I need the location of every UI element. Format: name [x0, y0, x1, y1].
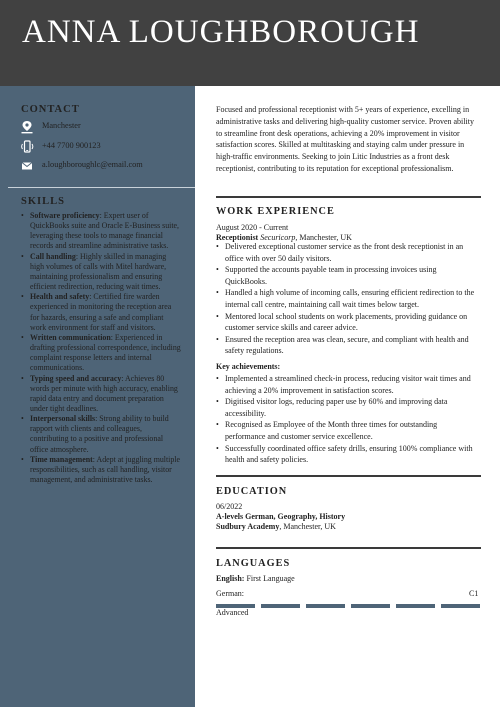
sidebar-divider	[8, 187, 195, 188]
language-german-label: German:	[216, 589, 244, 598]
contact-heading: CONTACT	[21, 104, 80, 115]
job-company: Securicorp	[260, 233, 296, 242]
skill-item	[21, 252, 181, 293]
contact-email[interactable]	[18, 159, 190, 175]
education-school: Sudbury Academy	[216, 522, 280, 531]
email-link[interactable]: a.loughboroughlc@email.com	[42, 160, 143, 169]
skill-item-title: Call handling	[30, 251, 76, 261]
proficiency-segment	[261, 604, 300, 608]
languages-heading: LANGUAGES	[216, 558, 291, 569]
contact-location	[18, 120, 190, 136]
job-dates: August 2020 - Current	[216, 223, 289, 232]
skills-list	[21, 211, 181, 485]
education-school-line	[216, 522, 336, 531]
skill-item	[21, 333, 181, 374]
education-school-place: , Manchester, UK	[279, 522, 336, 531]
achievements-list	[216, 373, 478, 466]
phone-text: +44 7700 900123	[42, 141, 101, 150]
location-pin-icon	[18, 120, 36, 134]
phone-icon	[18, 140, 36, 154]
achievement-item: • Implemented a streamlined check-in process, reducing visitor wait times and achieving a 20% improvement in satisfaction scores.	[216, 373, 478, 396]
achievements-label: Key achievements	[216, 362, 278, 371]
profile-summary: Focused and professional receptionist with 5+ years of experience, excelling in administrative tasks and delivering high-quality customer service. Proven ability to streamline front desk operations, achieving a 20% improvement in visitor satisfaction scores. Skilled at multitasking and staying calm under pressure in high-traffic environments. Seeking to join Litic Industries as a front desk receptionist, contributing to its reputation for exceptional professionalism.	[216, 105, 474, 173]
proficiency-segment	[396, 604, 435, 608]
language-english-label: English:	[216, 574, 245, 583]
language-proficiency-bar	[216, 604, 480, 608]
section-rule	[216, 475, 481, 477]
skill-item-title: Time management	[30, 454, 93, 464]
skill-item-title: Health and safety	[30, 292, 90, 302]
skill-item	[21, 455, 181, 485]
language-german-level-name: Advanced	[216, 608, 249, 617]
education-heading: EDUCATION	[216, 486, 288, 497]
proficiency-segment	[441, 604, 480, 608]
language-english-value: First Language	[244, 574, 295, 583]
skill-item-title: Typing speed and accuracy	[30, 373, 122, 383]
contact-phone	[18, 140, 190, 156]
achievement-item: • Recognised as Employee of the Month three times for outstanding performance and customer service excellence.	[216, 419, 478, 442]
section-rule	[216, 547, 481, 549]
skill-item-text: : Expert user of QuickBooks suite and Oracle E-Business suite, leveraging these tools to manage financial records and streamline administrative tasks.	[30, 211, 180, 251]
duty-item: • Supported the accounts payable team in processing invoices using QuickBooks.	[216, 264, 478, 287]
achievement-item: • Digitised visitor logs, reducing paper use by 60% and improving data accessibility.	[216, 396, 478, 419]
skill-item	[21, 292, 181, 333]
skill-item-text: : Certified fire warden experienced in monitoring the reception area for hazards, ensuring a safe and compliant work environment for staff and visitors.	[30, 292, 172, 332]
job-role: Receptionist	[216, 233, 259, 242]
education-qualification-line	[216, 512, 345, 521]
achievement-item: • Successfully coordinated office safety drills, ensuring 100% compliance with health and safety policies.	[216, 443, 478, 466]
skill-item-text: : Achieves 80 words per minute with high accuracy, enabling rapid data entry and document preparation under tight deadlines.	[30, 373, 178, 413]
header-banner	[0, 0, 500, 86]
duty-item: • Handled a high volume of incoming calls, ensuring efficient redirection to the internal call centre, maintaining call wait times below target.	[216, 287, 478, 310]
section-rule	[216, 196, 481, 198]
proficiency-segment	[351, 604, 390, 608]
duty-item: • Mentored local school students on work placements, providing guidance on customer service skills and career advice.	[216, 311, 478, 334]
skill-item-text: : Highly skilled in managing high volumes of calls with Mitel hardware, maintaining professionalism and ensuring efficient redirection, reducing wait times.	[30, 251, 167, 292]
candidate-name: ANNA LOUGHBOROUGH	[22, 14, 420, 50]
duty-item: • Ensured the reception area was clean, secure, and compliant with health and safety regulations.	[216, 334, 478, 357]
skill-item-title: Software proficiency	[30, 211, 100, 220]
skill-item	[21, 211, 181, 252]
education-qualification: A-levels German, Geography, History	[216, 512, 346, 521]
job-duties-list	[216, 241, 478, 357]
education-date: 06/2022	[216, 502, 243, 511]
proficiency-segment	[306, 604, 345, 608]
envelope-icon	[18, 159, 36, 173]
location-text: Manchester	[42, 121, 81, 130]
skill-item-text: : Strong ability to build rapport with clients and colleagues, contributing to a positive and professional office atmosphere.	[30, 414, 169, 454]
skill-item-title: Written communication	[30, 332, 111, 342]
skill-item-text: : Experienced in drafting professional correspondence, including complaint response letters and internal communications.	[30, 332, 181, 373]
duty-item: • Delivered exceptional customer service as the front desk receptionist in an office with over 50 daily visitors.	[216, 241, 478, 264]
job-place: , Manchester, UK	[295, 233, 352, 242]
skill-item-title: Interpersonal skills	[30, 414, 96, 424]
language-german-level-code: C1	[469, 589, 479, 598]
skills-heading: SKILLS	[21, 196, 65, 207]
skill-item	[21, 374, 181, 415]
skill-item	[21, 414, 181, 455]
work-experience-heading: WORK EXPERIENCE	[216, 206, 335, 217]
achievements-colon: :	[277, 362, 281, 371]
language-english	[216, 574, 295, 583]
skill-item-text: : Adept at juggling multiple responsibilities, such as call handling, visitor management, and administrative tasks.	[30, 454, 180, 485]
achievements-label-line	[216, 362, 280, 371]
